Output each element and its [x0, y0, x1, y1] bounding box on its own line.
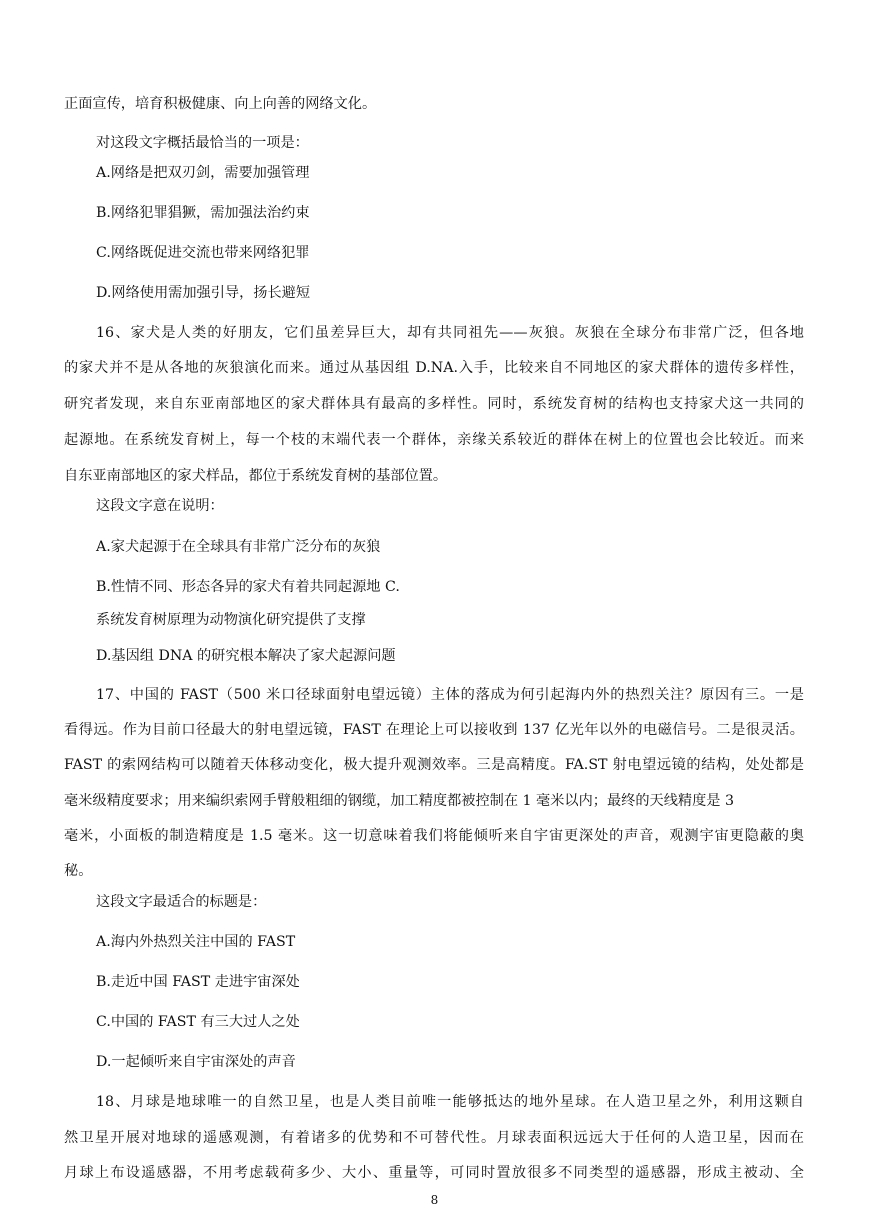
- option-c: C.中国的 FAST 有三大过人之处: [96, 1014, 300, 1030]
- option-b: B.性情不同、形态各异的家犬有着共同起源地 C.: [96, 579, 400, 595]
- question-16-line: 16、家犬是人类的好朋友，它们虽差异巨大，却有共同祖先——灰狼。灰狼在全球分布非常广泛，但各地: [96, 325, 804, 341]
- question-17-line: 毫米，小面板的制造精度是 1.5 毫米。这一切意味着我们将能倾听来自宇宙更深处的声音，观测宇宙更隐蔽的奥: [64, 828, 804, 844]
- question-16-line: 起源地。在系统发育树上，每一个枝的末端代表一个群体，亲缘关系较近的群体在树上的位置也会比较近。而来: [64, 432, 804, 448]
- option-a: A.海内外热烈关注中国的 FAST: [96, 934, 296, 950]
- option-c: 系统发育树原理为动物演化研究提供了支撑: [96, 612, 366, 628]
- option-d: D.网络使用需加强引导，扬长避短: [96, 285, 311, 301]
- option-c: C.网络既促进交流也带来网络犯罪: [96, 245, 310, 261]
- question-17-line: FAST 的索网结构可以随着天体移动变化，极大提升观测效率。三是高精度。FA.ST 射电望远镜的结构，处处都是: [64, 757, 804, 773]
- option-d: D.一起倾听来自宇宙深处的声音: [96, 1054, 296, 1070]
- question-16-line: 的家犬并不是从各地的灰狼演化而来。通过从基因组 D.NA.入手，比较来自不同地区的家犬群体的遗传多样性，: [64, 360, 804, 376]
- question-prompt: 这段文字最适合的标题是：: [96, 894, 267, 910]
- option-b: B.网络犯罪猖獗，需加强法治约束: [96, 205, 310, 221]
- question-17-line: 17、中国的 FAST（500 米口径球面射电望远镜）主体的落成为何引起海内外的热烈关注？原因有三。一是: [96, 687, 804, 703]
- question-17-line: 秘。: [64, 863, 93, 879]
- question-18-line: 18、月球是地球唯一的自然卫星，也是人类目前唯一能够抵达的地外星球。在人造卫星之外，利用这颗自: [96, 1094, 804, 1110]
- question-prompt: 这段文字意在说明：: [96, 498, 224, 514]
- option-d: D.基因组 DNA 的研究根本解决了家犬起源问题: [96, 648, 396, 664]
- question-17-line: 看得远。作为目前口径最大的射电望远镜，FAST 在理论上可以接收到 137 亿光年以外的电磁信号。二是很灵活。: [64, 722, 804, 738]
- question-prompt: 对这段文字概括最恰当的一项是：: [96, 135, 309, 151]
- question-16-line: 自东亚南部地区的家犬样品，都位于系统发育树的基部位置。: [64, 468, 448, 484]
- question-16-line: 研究者发现，来自东亚南部地区的家犬群体具有最高的多样性。同时，系统发育树的结构也支持家犬这一共同的: [64, 396, 804, 412]
- question-18-line: 月球上布设遥感器，不用考虑载荷多少、大小、重量等，可同时置放很多不同类型的遥感器，形成主被动、全: [64, 1165, 804, 1181]
- text-line: 正面宣传，培育积极健康、向上向善的网络文化。: [64, 96, 377, 112]
- option-a: A.网络是把双刃剑，需要加强管理: [96, 165, 310, 181]
- option-b: B.走近中国 FAST 走进宇宙深处: [96, 974, 300, 990]
- option-a: A.家犬起源于在全球具有非常广泛分布的灰狼: [96, 539, 381, 555]
- page-number: 8: [430, 1193, 439, 1207]
- question-18-line: 然卫星开展对地球的遥感观测，有着诸多的优势和不可替代性。月球表面积远远大于任何的人造卫星，因而在: [64, 1130, 804, 1146]
- question-17-line: 毫米级精度要求；用来编织索网手臂般粗细的钢缆，加工精度都被控制在 1 毫米以内；最终的天线精度是 3: [64, 793, 735, 809]
